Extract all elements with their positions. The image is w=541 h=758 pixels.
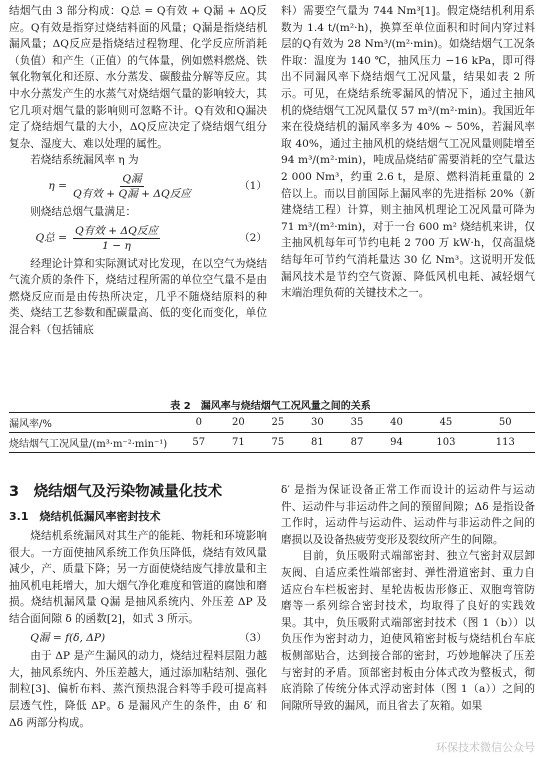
table-2 [9, 412, 535, 453]
equation-1-number: （1） [239, 180, 267, 193]
table-cell: 25 [258, 413, 298, 433]
left-column-bottom [9, 482, 267, 731]
paragraph-leakage-rate-intro: 若烧结系统漏风率 η 为 [30, 154, 139, 167]
table-cell: 35 [337, 413, 377, 433]
paragraph-leakage-impact: 烧结机系统漏风对其生产的能耗、物耗和环境影响很大。一方面使抽风系统工作负压降低，烧结有效风量减少，产、质量下降；另一方面使烧结废气排放量和主抽风机电耗增大，加大烟气净化难度和管道的腐蚀和磨损。烧结机漏风量 Q漏 是抽风系统内、外压差 ΔP 及结合面间隙 δ 的函数[2]，如式 3 所示。 [9, 530, 267, 625]
table-cell: 113 [476, 433, 535, 453]
table-cell: 20 [219, 413, 259, 433]
equation-2-number: （2） [239, 231, 267, 244]
table-cell: 81 [298, 433, 338, 453]
right-column-top [281, 3, 535, 302]
table-cell: 94 [377, 433, 417, 453]
equation-2 [9, 224, 267, 253]
equation-2-fraction [73, 224, 160, 253]
table-cell: 45 [416, 413, 475, 433]
paragraph-pressure-difference: 由于 ΔP 是产生漏风的动力，烧结过程料层阻力越大，抽风系统内、外压差越大，通过添加粘结剂、强化制粒[3]、偏析布料、蒸汽预热混合料等手段可提高料层透气性，降低 ΔP。δ 是漏风产生的条件，由 δ′ 和 Δδ 两部分构成。 [9, 650, 267, 729]
table-cell: 50 [476, 413, 535, 433]
equation-1-lhs: η = [48, 180, 67, 193]
table-cell: 71 [219, 433, 259, 453]
equation-1-numerator: Q漏 [122, 172, 142, 185]
equation-2-lhs: Q总 = [35, 231, 67, 244]
table-row [9, 413, 535, 433]
table-row [9, 433, 535, 453]
paragraph-theory-comparison: 经理论计算和实际测试对比发现，在以空气为烧结气流介质的条件下，烧结过程所需的单位空气量不是由燃烧反应而是由传热所决定，几乎不随烧结原料的种类、烧结工艺参数和配碳量高、低的变化而变化，单位混合料（包括铺底 [9, 257, 267, 336]
equation-2-denominator: 1 − η [102, 239, 131, 252]
equation-1-denominator: Q有效 + Q漏 + ΔQ反应 [73, 187, 191, 200]
paragraph-flue-gas-composition: 结烟气由 3 部分构成：Q总 = Q有效 + Q漏 + ΔQ反应。Q有效是指穿过烧结料面的风量；Q漏是指烧结机漏风量；ΔQ反应是指烧结过程物理、化学反应所消耗（负值）和产生（正值）的气体量，例如燃料燃烧、铁氧化物氧化和还原、水分蒸发、碳酸盐分解等反应。其中水分蒸发产生的水蒸气对烧结烟气量的影响较大，其它几项对烟气量的影响则可忽略不计。Q有效和Q漏决定了烧结烟气量的大小，ΔQ反应决定了烧结烟气组分复杂、湿度大、难以处理的属性。 [9, 5, 267, 150]
equation-2-numerator: Q有效 + ΔQ反应 [75, 224, 159, 237]
paragraph-air-requirement: 料）需要空气量为 744 Nm³[1]。假定烧结机利用系数为 1.4 t/(m²·h)，换算至单位面积和时间内穿过料层的Q有效为 28 Nm³/(m²·min)。如烧结烟气工况条件取：温度为 140 ℃，抽风压力 −16 kPa，即可得出不同漏风率下烧结烟气工况风量，结果如表 2 所示。可见，在烧结系统零漏风的情况下，通过主抽风机的烧结烟气工况风量仅 57 m³/(m²·min)。我国近年来在役烧结机的漏风率多为 40% ~ 50%，若漏风率取 40%，通过主抽风机的烧结烟气工况风量则陡增至 94 m³/(m²·min)，吨成品烧结矿需要消耗的空气量达 2 000 Nm³，约重 2.6 t，是原、燃料消耗重量的 2 倍以上。而以目前国际上漏风率的先进指标 20%（新建烧结工程）计算，则主抽风机理论工况风量可降为 71 m³/(m²·min)，对于一台 600 m² 烧结机来讲，仅主抽风机每年可节约电耗 2 700 万 kW·h，仅高温烧结每年可节约气消耗量达 30 亿 Nm³。这说明开发低漏风技术是节约空气资源、降低风机电耗、减轻烟气末端治理负荷的关键技术之一。 [281, 5, 535, 300]
right-column-bottom [281, 482, 535, 714]
table-row-header: 漏风率/% [9, 413, 179, 433]
left-column-top [9, 3, 267, 339]
equation-1-fraction [73, 172, 191, 201]
equation-3-number: （3） [239, 631, 267, 644]
table-row-header: 烧结烟气工况风量/(m³·m⁻²·min⁻¹) [9, 433, 179, 453]
table-cell: 87 [337, 433, 377, 453]
section-heading: 3 烧结烟气及污染物减量化技术 [9, 484, 223, 500]
paragraph-gap-definition: δ′ 是指为保证设备正常工作而设计的运动件与运动件、运动件与非运动件之间的预留间隙；Δδ 是指设备工作时，运动件与运动件、运动件与非运动件之间的磨损以及设备热疲劳变形及裂纹所产生的间隙。 [281, 484, 535, 546]
equation-3 [9, 630, 267, 647]
paragraph-total-gas-intro: 则烧结总烟气量满足： [30, 205, 137, 218]
equation-3-body: Q漏 = f(δ, ΔP) [30, 631, 106, 644]
table-cell: 75 [258, 433, 298, 453]
table-cell: 30 [298, 413, 338, 433]
table-2-title: 表 2 漏风率与烧结烟气工况风量之间的关系 [170, 401, 371, 412]
table-cell: 103 [416, 433, 475, 453]
paragraph-sealing-technologies: 目前，负压吸附式端部密封、独立气密封双层卸灰阀、自适应柔性端部密封、弹性滑道密封、重力自适应台车栏板密封、星轮齿板齿形修正、双胞弯管防磨等一系列综合密封技术，均取得了良好的实践效果。其中，负压吸附式端部密封技术（图 1（b））以负压作为密封动力，迫使风箱密封板与烧结机台车底板侧部贴合，达到接合部的密封，巧妙地解决了压差与密封的矛盾。顶部密封板由分体式改为整板式，彻底消除了传统分体式浮动密封体（图 1（a））之间的间隙所导致的漏风，而且省去了灰箱。如果 [281, 550, 535, 712]
equation-1 [9, 172, 267, 201]
table-cell: 0 [179, 413, 219, 433]
table-cell: 57 [179, 433, 219, 453]
table-cell: 40 [377, 413, 417, 433]
watermark: 环保技术微信公众号 [436, 741, 535, 754]
subsection-heading: 3.1 烧结机低漏风率密封技术 [9, 510, 161, 523]
